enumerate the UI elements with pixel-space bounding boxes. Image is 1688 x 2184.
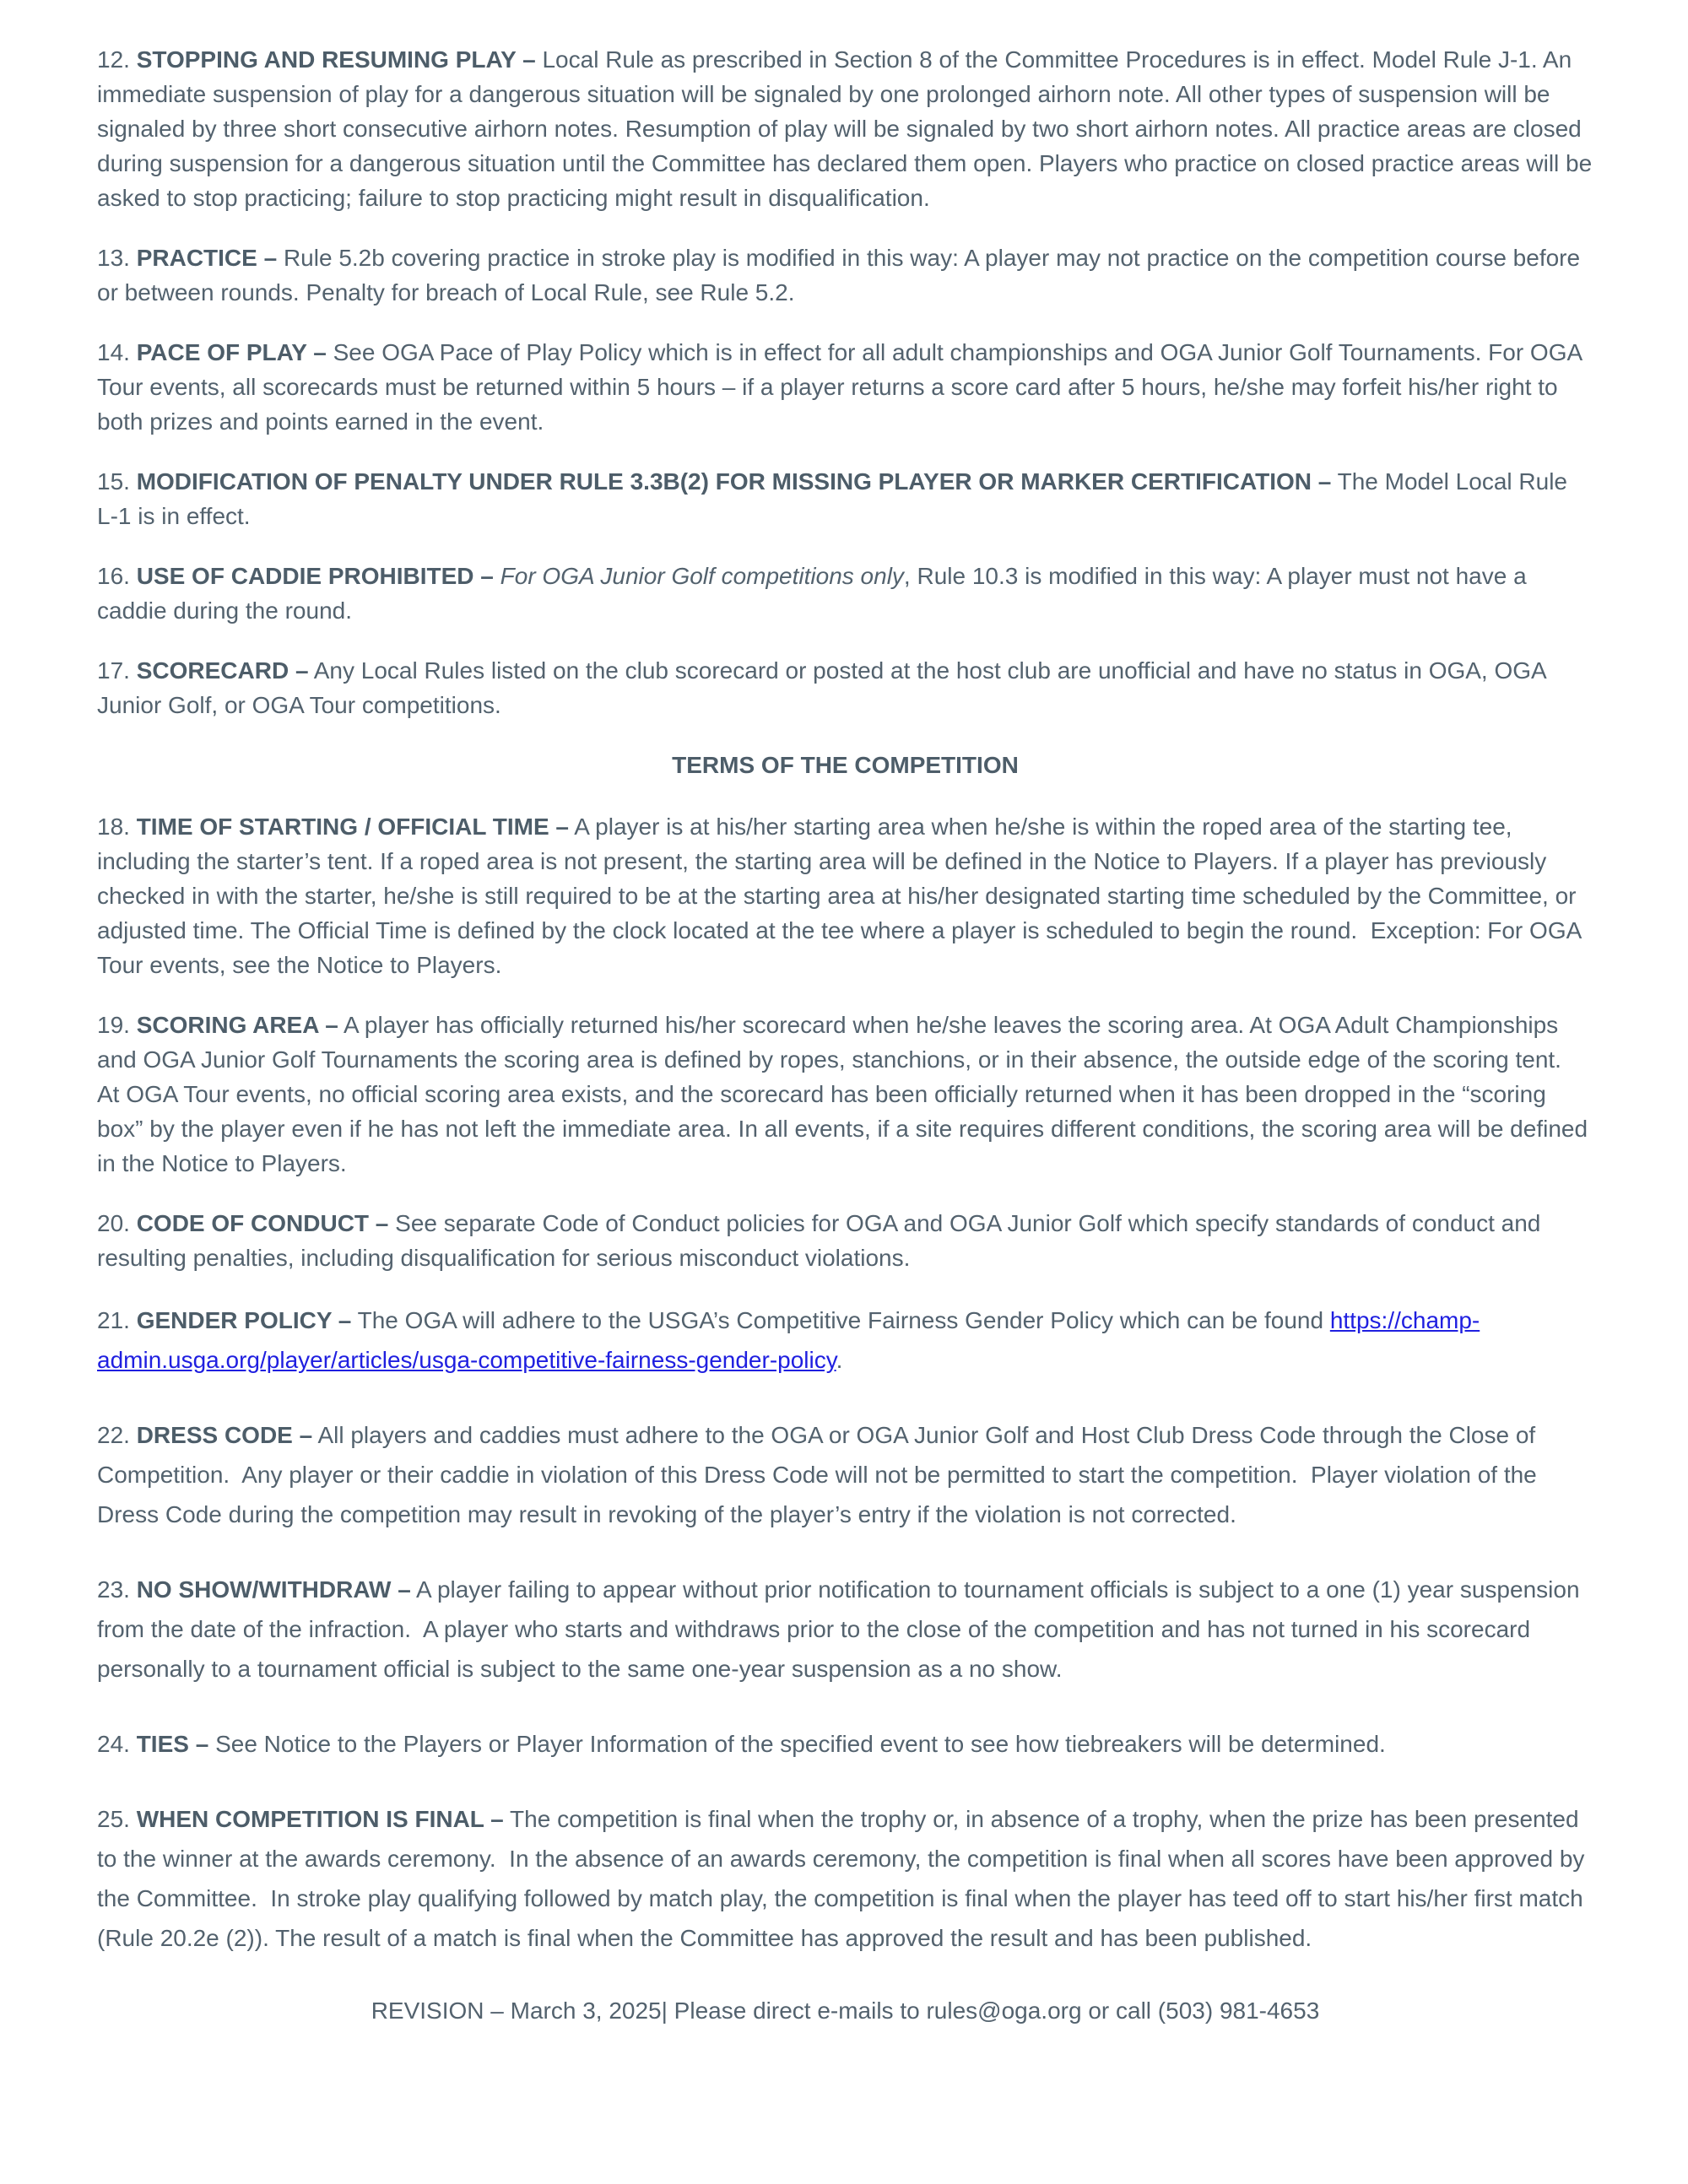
gender-policy-link[interactable]: https://champ-admin.usga.org/player/articles/usga-competitive-fairness-gender-policy [97, 1307, 1480, 1373]
para-text: 25. [97, 1806, 137, 1832]
para-text: 21. [97, 1307, 137, 1333]
para-title: NO SHOW/WITHDRAW – [136, 1576, 411, 1603]
paragraph-17 [97, 653, 1593, 722]
document-body [97, 42, 1599, 1958]
para-text: 17. [97, 657, 137, 684]
paragraph-16 [97, 559, 1593, 628]
paragraph-25 [97, 1799, 1593, 1958]
para-text: The competition is final when the trophy or, in absence of a trophy, when the prize has been presented to the winner at the awards ceremony. In the absence of an awards ceremony, the competition is final when all scores have been approved by the Committee. In stroke play qualifying followed by match play, the competition is final when the player has teed off to start his/her first match (Rule 20.2e (2)). The result of a match is final when the Committee has approved the result and has been published. [97, 1806, 1592, 1951]
paragraph-20 [97, 1206, 1593, 1275]
para-text: A player has officially returned his/her scorecard when he/she leaves the scoring area. At OGA Adult Championships and OGA Junior Golf Tournaments the scoring area is defined by ropes, stanchions, or in their absence, the outside edge of the scoring tent. At OGA Tour events, no official scoring area exists, and the scorecard has been officially returned when it has been dropped in the “scoring box” by the player even if he has not left the immediate area. In all events, if a site requires different conditions, the scoring area will be defined in the Notice to Players. [97, 1012, 1594, 1176]
para-text: A player is at his/her starting area when he/she is within the roped area of the starting tee, including the starter’s tent. If a roped area is not present, the starting area will be defined in the Notice to Players. If a player has previously checked in with the starter, he/she is still required to be at the starting area at his/her designated starting time scheduled by the Committee, or adjusted time. The Official Time is defined by the clock located at the tee where a player is scheduled to begin the round. Exception: For OGA Tour events, see the Notice to Players. [97, 814, 1588, 978]
para-text: 14. [97, 339, 137, 365]
para-title: SCORECARD – [136, 657, 309, 684]
paragraph-18 [97, 809, 1593, 982]
para-text: 15. [97, 468, 137, 495]
para-text: The OGA will adhere to the USGA’s Competitive Fairness Gender Policy which can be found [351, 1307, 1330, 1333]
para-text: 24. [97, 1731, 137, 1757]
para-text: 19. [97, 1012, 137, 1038]
para-title: STOPPING AND RESUMING PLAY – [136, 46, 536, 73]
para-text: , Rule 10.3 is modified in this way: A player must not have a caddie during the round. [97, 563, 1534, 624]
paragraph-13 [97, 241, 1593, 310]
paragraph-12 [97, 42, 1599, 215]
para-text: 18. [97, 814, 137, 840]
para-title: USE OF CADDIE PROHIBITED – [136, 563, 494, 589]
para-title: TIME OF STARTING / OFFICIAL TIME – [136, 814, 569, 840]
revision-footer: REVISION – March 3, 2025| Please direct e-mails to rules@oga.org or call (503) 981-4653 [371, 1997, 1320, 2024]
para-text: See OGA Pace of Play Policy which is in effect for all adult championships and OGA Junior Golf Tournaments. For OGA Tour events, all scorecards must be returned within 5 hours – if a player returns a score card after 5 hours, he/she may forfeit his/her right to both prizes and points earned in the event. [97, 339, 1588, 435]
para-title: SCORING AREA – [136, 1012, 338, 1038]
paragraph-24 [97, 1724, 1593, 1764]
para-title: CODE OF CONDUCT – [136, 1210, 389, 1236]
para-title: PRACTICE – [136, 245, 278, 271]
para-title: DRESS CODE – [136, 1422, 313, 1448]
para-text: 20. [97, 1210, 137, 1236]
para-text-italic: For OGA Junior Golf competitions only [500, 563, 904, 589]
para-title: WHEN COMPETITION IS FINAL – [136, 1806, 504, 1832]
paragraph-14 [97, 335, 1593, 439]
para-text: 22. [97, 1422, 137, 1448]
para-text: See Notice to the Players or Player Information of the specified event to see how tiebreakers will be determined. [208, 1731, 1386, 1757]
para-text: Local Rule as prescribed in Section 8 of the Committee Procedures is in effect. Model Rule J-1. An immediate suspension of play for a dangerous situation will be signaled by one prolonged airhorn note. All other types of suspension will be signaled by three short consecutive airhorn notes. Resumption of play will be signaled by two short airhorn notes. All practice areas are closed during suspension for a dangerous situation until the Committee has declared them open. Players who practice on closed practice areas will be asked to stop practicing; failure to stop practicing might result in disqualification. [97, 46, 1599, 211]
para-title: MODIFICATION OF PENALTY UNDER RULE 3.3B(2) FOR MISSING PLAYER OR MARKER CERTIFICATION – [136, 468, 1332, 495]
para-text: A player failing to appear without prior notification to tournament officials is subject to a one (1) year suspension from the date of the infraction. A player who starts and withdraws prior to the close of the competition and has not turned in his scorecard personally to a tournament official is subject to the same one-year suspension as a no show. [97, 1576, 1587, 1682]
paragraph-21 [97, 1300, 1593, 1380]
paragraph-22 [97, 1415, 1593, 1534]
para-text: 12. [97, 46, 137, 73]
para-text [494, 563, 500, 589]
para-text: The Model Local Rule L-1 is in effect. [97, 468, 1574, 529]
para-text: 23. [97, 1576, 137, 1603]
para-text: 13. [97, 245, 137, 271]
section-heading-terms-heading: TERMS OF THE COMPETITION [672, 752, 1019, 778]
para-text: . [836, 1347, 843, 1373]
paragraph-15 [97, 464, 1593, 533]
para-title: GENDER POLICY – [136, 1307, 352, 1333]
para-text: Rule 5.2b covering practice in stroke play is modified in this way: A player may not practice on the competition course before or between rounds. Penalty for breach of Local Rule, see Rule 5.2. [97, 245, 1587, 305]
para-title: PACE OF PLAY – [136, 339, 327, 365]
para-text: See separate Code of Conduct policies for OGA and OGA Junior Golf which specify standards of conduct and resulting penalties, including disqualification for serious misconduct violations. [97, 1210, 1548, 1271]
para-text: 16. [97, 563, 137, 589]
paragraph-19 [97, 1008, 1593, 1181]
para-title: TIES – [136, 1731, 209, 1757]
para-text: Any Local Rules listed on the club scorecard or posted at the host club are unofficial and have no status in OGA, OGA Junior Golf, or OGA Tour competitions. [97, 657, 1552, 718]
para-text: All players and caddies must adhere to the OGA or OGA Junior Golf and Host Club Dress Code through the Close of Competition. Any player or their caddie in violation of this Dress Code will not be permitted to start the competition. Player violation of the Dress Code during the competition may result in revoking of the player’s entry if the violation is not corrected. [97, 1422, 1544, 1527]
paragraph-23 [97, 1570, 1593, 1689]
